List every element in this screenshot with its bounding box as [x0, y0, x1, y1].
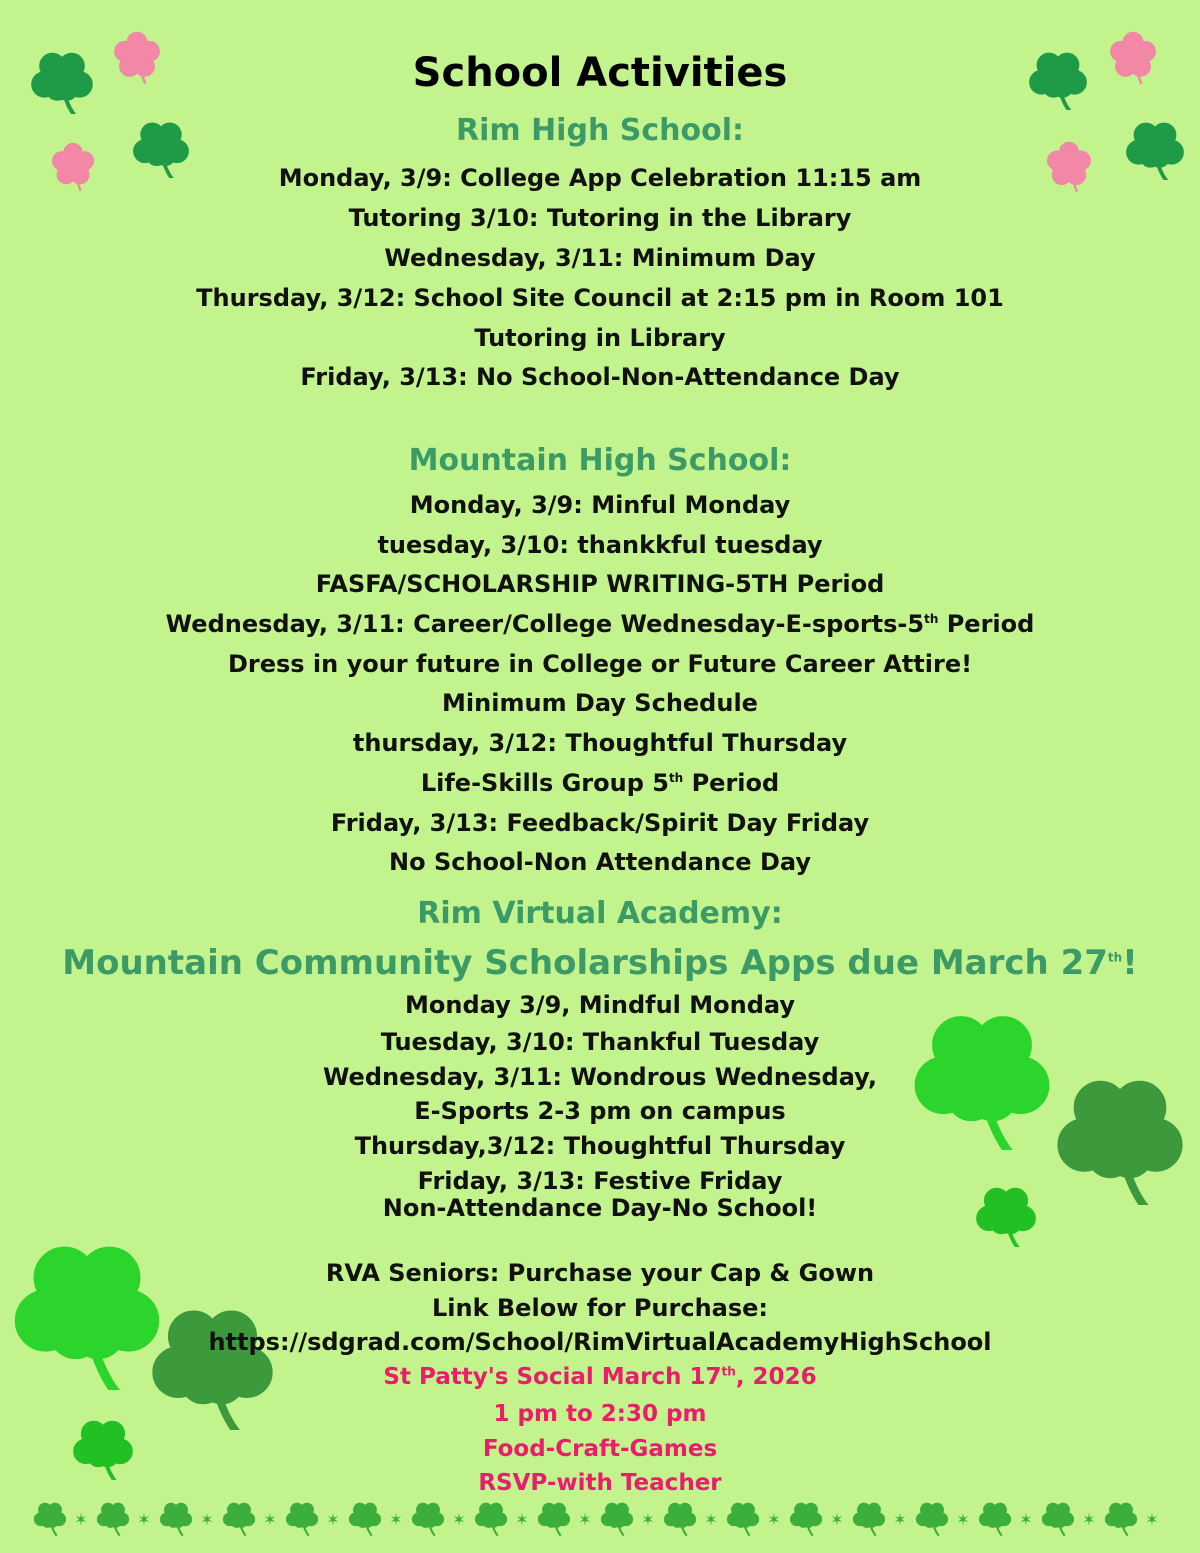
mountain-line: Wednesday, 3/11: Career/College Wednesday-E-sports-5th Period: [165, 610, 1035, 638]
mountain-line: No School-Non Attendance Day: [389, 848, 811, 876]
page-title: School Activities: [412, 50, 788, 96]
scholarship-note: Mountain Community Scholarships Apps due March 27th!: [62, 943, 1138, 983]
social-line: St Patty's Social March 17th, 2026: [383, 1364, 817, 1390]
seniors-line: Link Below for Purchase:: [431, 1294, 769, 1322]
social-line: 1 pm to 2:30 pm: [493, 1401, 707, 1427]
svg-text:✶: ✶: [830, 1510, 844, 1529]
svg-text:✶: ✶: [1082, 1510, 1096, 1529]
svg-text:✶: ✶: [200, 1510, 214, 1529]
svg-text:✶: ✶: [389, 1510, 403, 1529]
rim-line: Tutoring in Library: [474, 324, 726, 352]
rva-line: E-Sports 2-3 pm on campus: [414, 1097, 786, 1125]
mountain-line: tuesday, 3/10: thankkful tuesday: [377, 531, 823, 559]
rim-line: Wednesday, 3/11: Minimum Day: [384, 244, 816, 272]
social-line: Food-Craft-Games: [482, 1436, 718, 1462]
mountain-line: FASFA/SCHOLARSHIP WRITING-5TH Period: [315, 570, 885, 598]
rim-line: Thursday, 3/12: School Site Council at 2:15 pm in Room 101: [196, 284, 1004, 312]
rva-line: Wednesday, 3/11: Wondrous Wednesday,: [322, 1063, 878, 1091]
shamrock-border-icon: [30, 1500, 1180, 1536]
svg-text:✶: ✶: [452, 1510, 466, 1529]
mountain-line: Friday, 3/13: Feedback/Spirit Day Friday: [330, 809, 870, 837]
svg-text:✶: ✶: [767, 1510, 781, 1529]
svg-text:✶: ✶: [137, 1510, 151, 1529]
rim-line: Friday, 3/13: No School-Non-Attendance Day: [300, 363, 900, 391]
rva-line: Tuesday, 3/10: Thankful Tuesday: [380, 1028, 820, 1056]
rva-line: Non-Attendance Day-No School!: [382, 1194, 818, 1222]
mountain-line: Monday, 3/9: Minful Monday: [409, 491, 791, 519]
rva-line: Friday, 3/13: Festive Friday: [417, 1167, 783, 1195]
svg-text:✶: ✶: [515, 1510, 529, 1529]
svg-text:✶: ✶: [578, 1510, 592, 1529]
rim-line: Tutoring 3/10: Tutoring in the Library: [348, 204, 852, 232]
svg-text:✶: ✶: [1019, 1510, 1033, 1529]
rva-line: Monday 3/9, Mindful Monday: [405, 991, 795, 1019]
svg-text:✶: ✶: [956, 1510, 970, 1529]
rim-line: Monday, 3/9: College App Celebration 11:15 am: [278, 164, 922, 192]
svg-text:✶: ✶: [326, 1510, 340, 1529]
svg-text:✶: ✶: [704, 1510, 718, 1529]
mountain-line: Dress in your future in College or Future Career Attire!: [227, 650, 973, 678]
mountain-line: Life-Skills Group 5th Period: [420, 769, 780, 797]
svg-text:✶: ✶: [893, 1510, 907, 1529]
seniors-line: RVA Seniors: Purchase your Cap & Gown: [325, 1259, 875, 1287]
mountain-line: Minimum Day Schedule: [442, 689, 758, 717]
svg-text:✶: ✶: [641, 1510, 655, 1529]
rva-line: Thursday,3/12: Thoughtful Thursday: [354, 1132, 846, 1160]
svg-text:✶: ✶: [74, 1510, 88, 1529]
social-line: RSVP-with Teacher: [478, 1470, 722, 1496]
cap-gown-link[interactable]: https://sdgrad.com/School/RimVirtualAcademyHighSchool: [208, 1328, 992, 1356]
rva-heading: Rim Virtual Academy:: [417, 896, 783, 931]
rim-heading: Rim High School:: [455, 113, 744, 148]
svg-text:✶: ✶: [263, 1510, 277, 1529]
svg-text:✶: ✶: [1145, 1510, 1159, 1529]
mountain-line: thursday, 3/12: Thoughtful Thursday: [352, 729, 848, 757]
mountain-heading: Mountain High School:: [408, 443, 792, 478]
